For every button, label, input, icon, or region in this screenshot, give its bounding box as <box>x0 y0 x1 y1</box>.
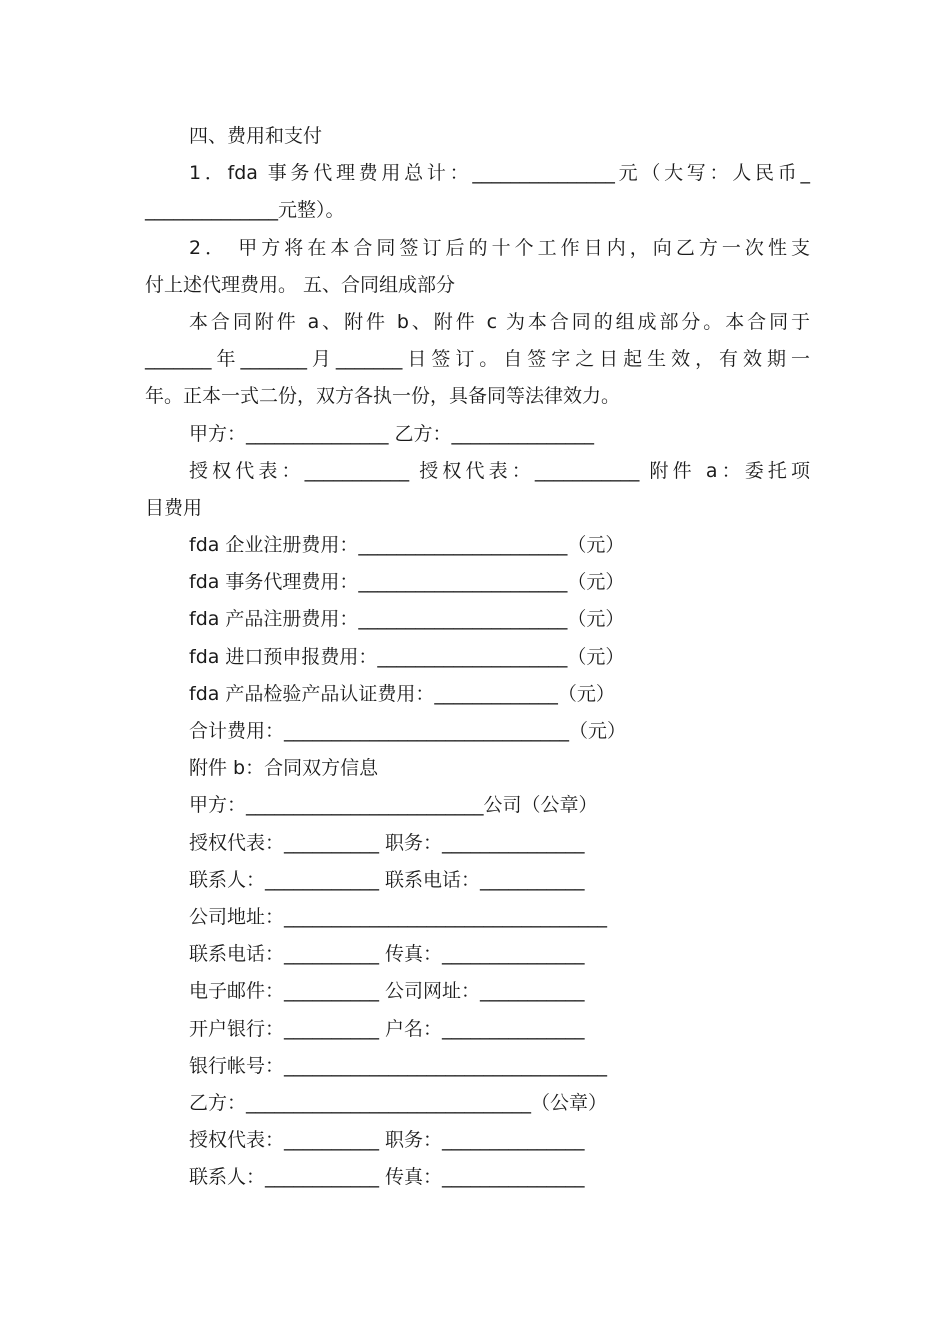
text-line: 授权代表：__________ 职务：_______________ <box>189 1129 585 1152</box>
text-line: 2． 甲方将在本合同签订后的十个工作日内，向乙方一次性支 <box>189 236 810 259</box>
text-line: fda 产品注册费用：______________________（元） <box>189 608 625 631</box>
text-line: 本合同附件 a、附件 b、附件 c 为本合同的组成部分。本合同于 <box>189 310 810 333</box>
text-line: 联系电话：__________ 传真：_______________ <box>189 943 585 966</box>
text-line: 银行帐号：__________________________________ <box>189 1054 608 1077</box>
text-line: fda 进口预申报费用：____________________（元） <box>189 645 625 668</box>
text-line: _______年_______月_______日签订。自签字之日起生效，有效期一 <box>145 348 810 371</box>
text-line: 联系人：____________ 传真：_______________ <box>189 1166 585 1189</box>
text-line: 年。正本一式二份，双方各执一份，具备同等法律效力。 <box>145 385 621 408</box>
text-line: ______________元整）。 <box>145 199 345 222</box>
text-line: 附件 b：合同双方信息 <box>189 757 379 780</box>
text-line: 电子邮件：__________ 公司网址：___________ <box>189 980 585 1003</box>
text-line: fda 事务代理费用：______________________（元） <box>189 571 625 594</box>
document-body <box>145 118 810 1196</box>
text-line: 开户银行：__________ 户名：_______________ <box>189 1017 585 1040</box>
text-line: 公司地址：__________________________________ <box>189 905 608 928</box>
text-line: 1．fda 事务代理费用总计：_______________元（大写：人民币_ <box>189 162 810 185</box>
text-line: 联系人：____________ 联系电话：___________ <box>189 868 585 891</box>
text-line: fda 企业注册费用：______________________（元） <box>189 534 625 557</box>
text-line: 付上述代理费用。 五、合同组成部分 <box>145 273 456 296</box>
text-line: 授权代表：___________ 授权代表：___________ 附件 a：委托项 <box>189 459 810 482</box>
text-line: 目费用 <box>145 496 203 519</box>
text-line: fda 产品检验产品认证费用：_____________（元） <box>189 682 615 705</box>
text-line: 甲方：_________________________公司（公章） <box>189 794 598 817</box>
text-line: 乙方：______________________________（公章） <box>189 1091 608 1114</box>
text-line: 合计费用：______________________________（元） <box>189 720 627 742</box>
text-line: 甲方：_______________ 乙方：_______________ <box>189 422 595 445</box>
text-line: 授权代表：__________ 职务：_______________ <box>189 831 585 854</box>
text-line: 四、费用和支付 <box>189 125 323 147</box>
